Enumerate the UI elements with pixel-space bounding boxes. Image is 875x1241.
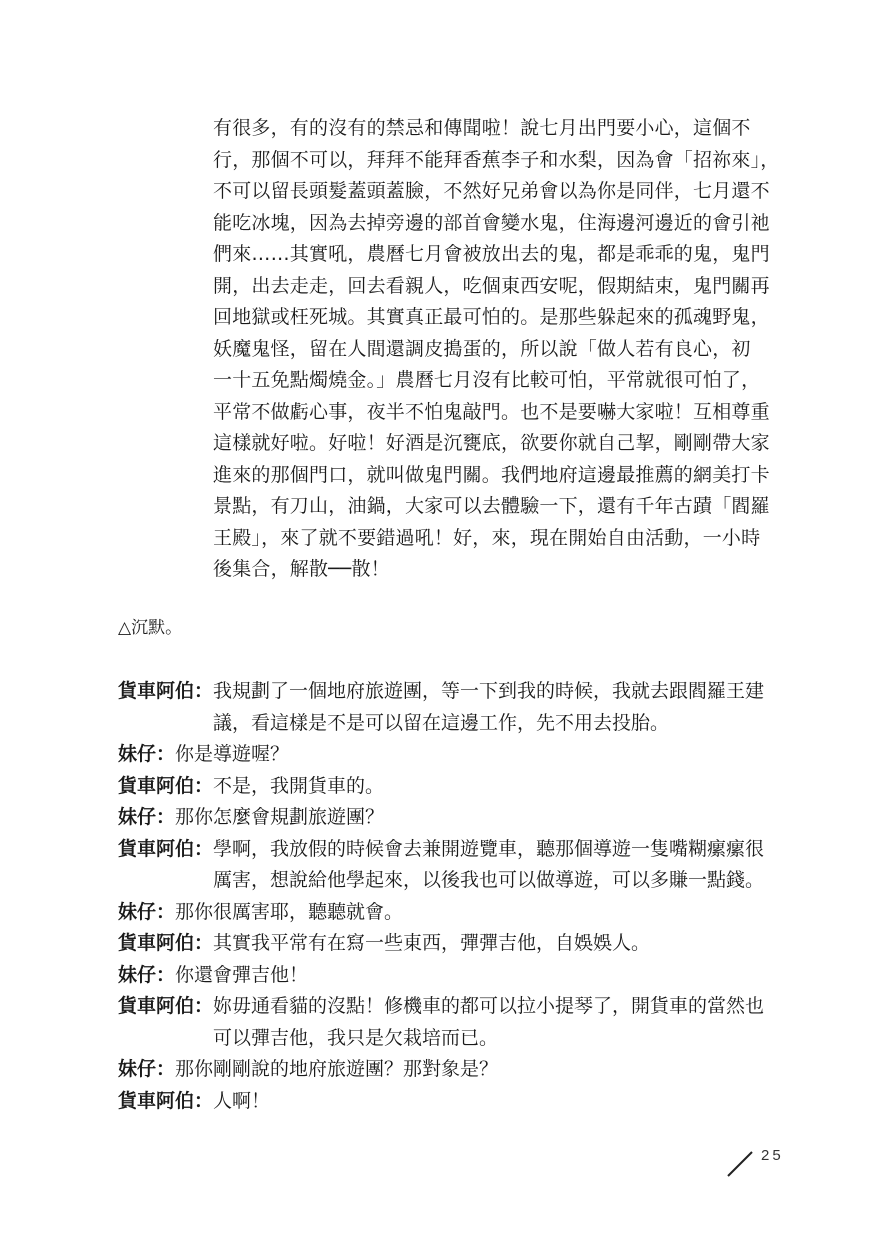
dialogue-text: 那你剛剛說的地府旅遊團？那對象是？: [175, 1058, 499, 1080]
dialogue-block: [118, 676, 768, 1117]
dialogue-entry: [118, 991, 768, 1023]
dialogue-text: 不是，我開貨車的。: [213, 774, 385, 797]
monologue-line: 妖魔鬼怪，留在人間還調皮搗蛋的，所以說「做人若有良心，初: [213, 337, 751, 360]
monologue-line: 這樣就好啦。好啦！好酒是沉甕底，欲要你就自己挈，剛剛帶大家: [213, 432, 770, 454]
dialogue-text: 其實我平常有在寫一些東西，彈彈吉他，自娛娛人。: [213, 932, 651, 954]
dialogue-text: 學啊，我放假的時候會去兼開遊覽車，聽那個導遊一隻嘴糊瘰瘰很: [213, 837, 765, 860]
dialogue-entry: [118, 897, 768, 929]
dialogue-text: 妳毋通看貓的沒點！修機車的都可以拉小提琴了，開貨車的當然也: [213, 995, 765, 1017]
dialogue-text: 你是導遊喔？: [175, 743, 290, 765]
monologue-line: 行，那個不可以，拜拜不能拜香蕉李子和水梨，因為會「招祢來」，: [213, 148, 780, 171]
monologue-line: 回地獄或枉死城。其實真正最可怕的。是那些躲起來的孤魂野鬼，: [213, 306, 770, 328]
dialogue-entry: [118, 802, 768, 834]
speaker-name: 妹仔：: [118, 1058, 176, 1080]
dialogue-text: 我規劃了一個地府旅遊團，等一下到我的時候，我就去跟閻羅王建: [213, 680, 765, 702]
monologue-line: 一十五免點燭燒金。」農曆七月沒有比較可怕，平常就很可怕了，: [213, 369, 761, 391]
page-number-slash-icon: [726, 1150, 754, 1178]
stage-direction: △沉默。: [118, 618, 183, 638]
dialogue-entry: [118, 739, 768, 771]
monologue-line: 後集合，解散──散！: [213, 558, 390, 580]
speaker-name: 貨車阿伯：: [118, 995, 214, 1017]
monologue-line: 平常不做虧心事，夜半不怕鬼敲門。也不是要嚇大家啦！互相尊重: [213, 400, 770, 423]
monologue-continuation: [213, 113, 780, 586]
monologue-line: 景點，有刀山，油鍋，大家可以去體驗一下，還有千年古蹟「閻羅: [213, 495, 770, 517]
dialogue-entry: [118, 771, 768, 803]
monologue-line: 開，出去走走，回去看親人，吃個東西安呢，假期結束，鬼門關再: [213, 274, 770, 297]
speaker-name: 貨車阿伯：: [118, 932, 214, 954]
monologue-line: 們來……其實吼，農曆七月會被放出去的鬼，都是乖乖的鬼，鬼門: [213, 243, 770, 265]
monologue-line: 能吃冰塊，因為去掉旁邊的部首會變水鬼，住海邊河邊近的會引祂: [213, 211, 770, 234]
dialogue-entry: [118, 1054, 768, 1086]
monologue-line: 有很多，有的沒有的禁忌和傳聞啦！說七月出門要小心，這個不: [213, 117, 751, 139]
speaker-name: 貨車阿伯：: [118, 680, 214, 702]
page-number: 25: [761, 1147, 784, 1164]
monologue-line: 王殿」，來了就不要錯過吼！好，來，現在開始自由活動，一小時: [213, 526, 761, 549]
dialogue-text: 那你怎麼會規劃旅遊團？: [175, 806, 385, 828]
speaker-name: 妹仔：: [118, 900, 176, 923]
speaker-name: 貨車阿伯：: [118, 1089, 214, 1112]
monologue-line: 不可以留長頭髮蓋頭蓋臉，不然好兄弟會以為你是同伴，七月還不: [213, 180, 770, 202]
monologue-line: 進來的那個門口，就叫做鬼門關。我們地府這邊最推薦的網美打卡: [213, 463, 770, 486]
dialogue-continuation: 厲害，想說給他學起來，以後我也可以做導遊，可以多賺一點錢。: [213, 869, 765, 891]
speaker-name: 妹仔：: [118, 963, 176, 986]
dialogue-continuation: 議，看這樣是不是可以留在這邊工作，先不用去投胎。: [213, 711, 670, 734]
dialogue-continuation: 可以彈吉他，我只是欠栽培而已。: [213, 1026, 499, 1049]
dialogue-text: 人啊！: [213, 1089, 271, 1112]
dialogue-entry: [118, 676, 768, 708]
dialogue-entry: [118, 928, 768, 960]
dialogue-text: 那你很厲害耶，聽聽就會。: [175, 900, 404, 923]
dialogue-entry: [118, 960, 768, 992]
speaker-name: 貨車阿伯：: [118, 837, 214, 860]
dialogue-entry: [118, 1086, 768, 1118]
speaker-name: 妹仔：: [118, 806, 176, 828]
dialogue-entry: [118, 834, 768, 866]
dialogue-text: 你還會彈吉他！: [175, 963, 309, 986]
speaker-name: 貨車阿伯：: [118, 774, 214, 797]
speaker-name: 妹仔：: [118, 743, 176, 765]
